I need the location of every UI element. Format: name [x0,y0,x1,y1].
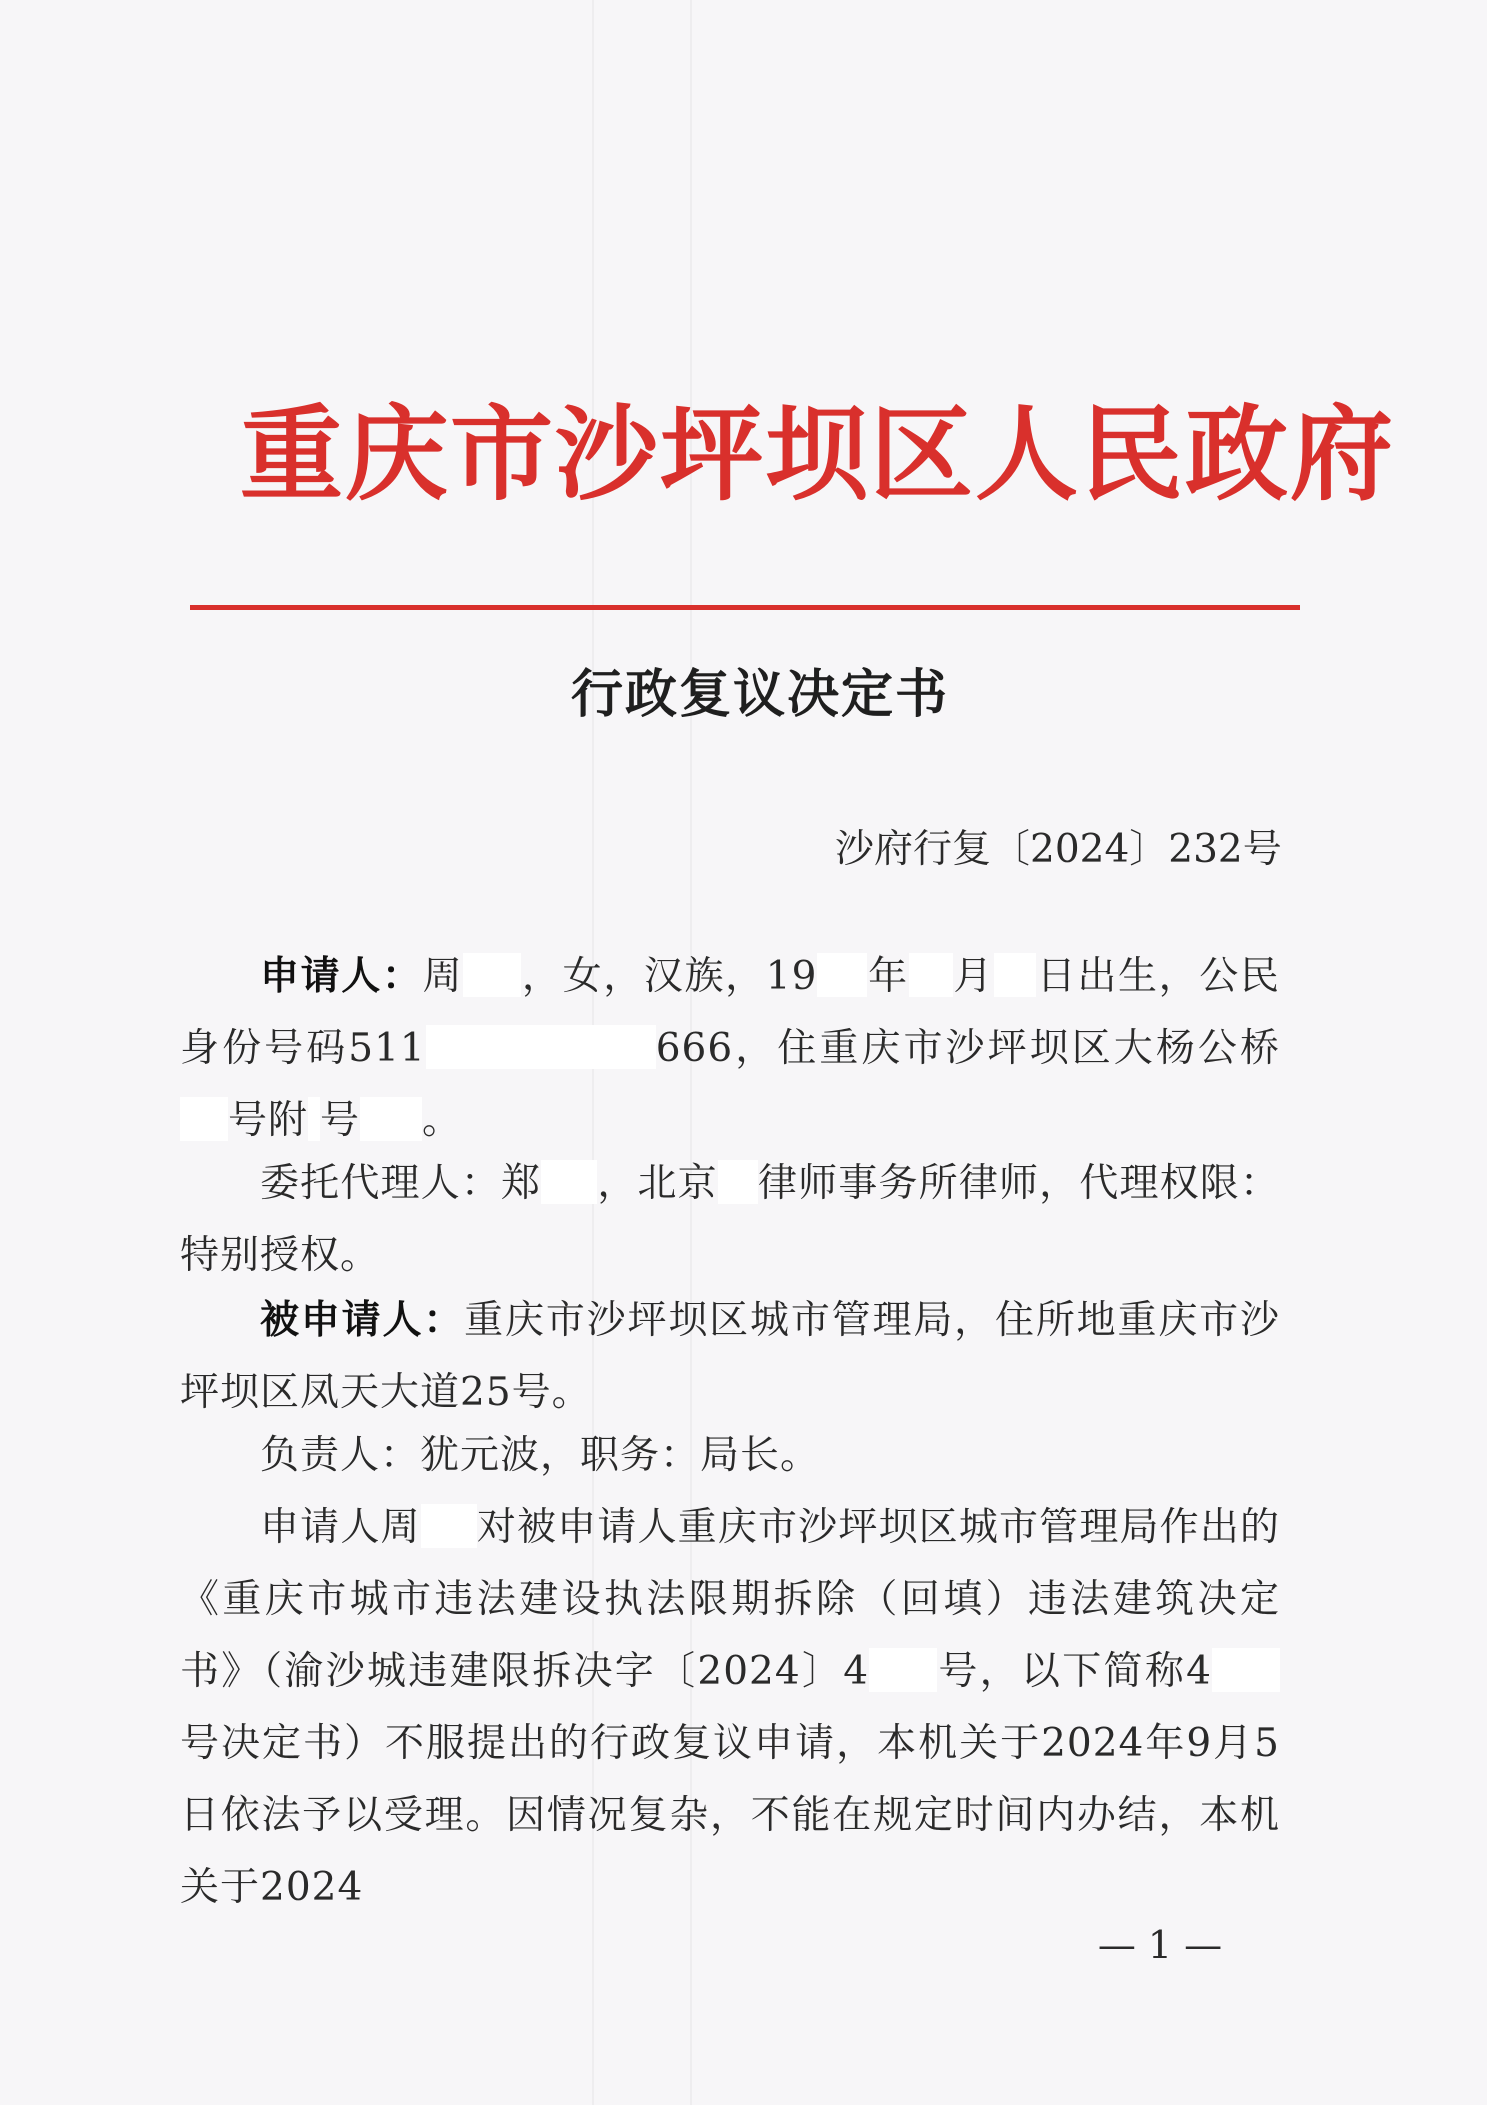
agent-paragraph [180,1148,1280,1292]
document-number: 沙府行复〔2024〕232号 [835,827,1282,872]
redaction [994,953,1036,997]
redaction [180,1097,228,1141]
body-text: 对被申请人重庆市沙坪坝区城市管理局作出的《重庆市城市违法建设执法限期拆除（回填）违法建筑决定书》（渝沙城违建限拆决字〔2024〕4 [180,1505,1280,1694]
applicant-text: ，女，汉族，19 [521,954,818,999]
applicant-text: 周 [422,954,464,999]
body-text: 号决定书）不服提出的行政复议申请，本机关于2024年9月5日依法予以受理。因情况复杂，不能在规定时间内办结，本机关于2024 [180,1721,1280,1910]
agent-text: 律师事务所律师，代理权限：特别授权。 [180,1161,1280,1278]
applicant-text: 666，住重庆市沙坪坝区大杨公桥 [655,1026,1280,1071]
responsible-text: 负责人：犹元波，职务：局长。 [260,1433,821,1478]
document-title: 行政复议决定书 [570,664,949,725]
body-text: 申请人周 [260,1505,421,1550]
applicant-text: 号 [320,1098,361,1143]
body-paragraph [180,1492,1280,1924]
redaction [869,1648,937,1692]
redaction [718,1160,758,1204]
agent-text: 委托代理人：郑 [260,1161,542,1206]
applicant-text: 月 [952,954,995,999]
redaction [308,1097,320,1141]
applicant-text: 日出生，公民身份号码511 [180,954,1280,1071]
page-number: — 1 — [1097,1923,1223,1967]
redaction [360,1097,422,1141]
redaction [909,953,953,997]
redaction [426,1025,656,1069]
body-text: 号，以下简称4 [937,1649,1212,1694]
redaction [1212,1648,1280,1692]
red-divider [190,605,1300,610]
applicant-text: 号附 [228,1098,309,1143]
agent-text: ，北京 [597,1161,718,1206]
applicant-text: 。 [422,1098,463,1143]
applicant-label: 申请人： [260,953,423,999]
respondent-paragraph [180,1284,1280,1429]
applicant-text: 年 [867,954,909,999]
redaction [463,953,521,997]
applicant-paragraph [180,940,1280,1157]
redaction [817,953,867,997]
respondent-label: 被申请人： [260,1297,465,1343]
issuer-heading: 重庆市沙坪坝区人民政府 [240,394,1395,515]
responsible-paragraph [180,1420,1280,1492]
redaction [541,1160,597,1204]
respondent-text: 重庆市沙坪坝区城市管理局，住所地重庆市沙坪坝区凤天大道25号。 [180,1298,1280,1415]
redaction [421,1504,477,1548]
